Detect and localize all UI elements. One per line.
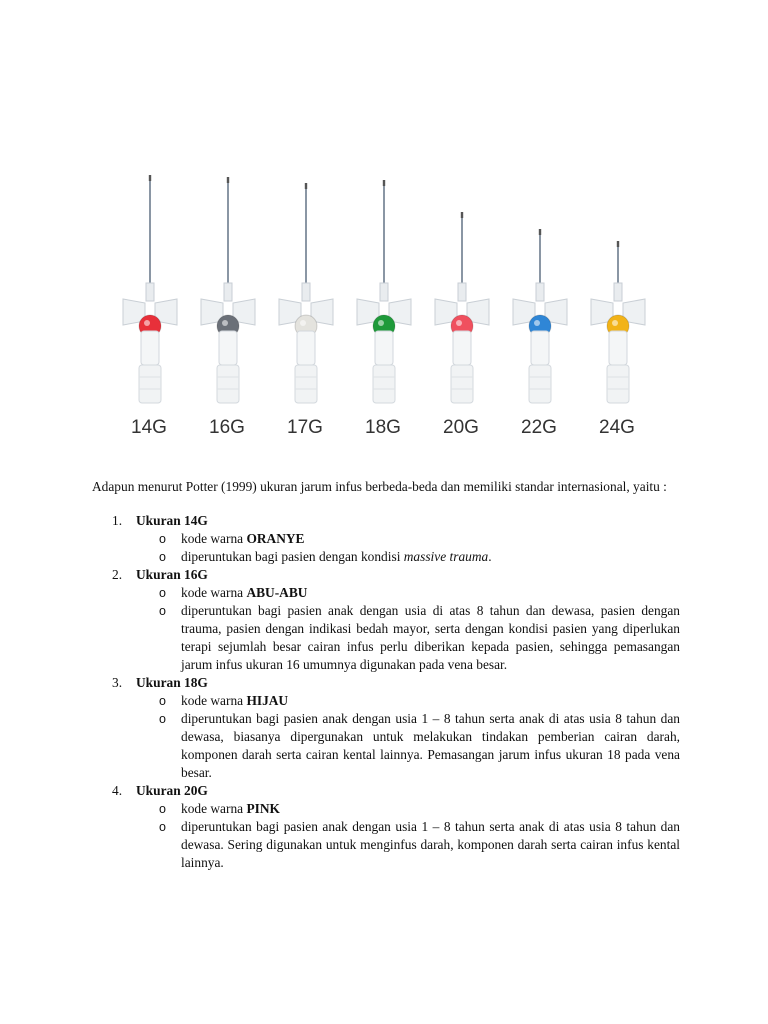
cannula-14g <box>110 165 188 450</box>
color-code-bullet <box>88 530 680 548</box>
description-suffix: . <box>488 549 492 564</box>
cannula-illustration <box>110 165 188 415</box>
cannula-illustration <box>344 165 422 415</box>
cannula-18g <box>344 165 422 450</box>
description-text: diperuntukan bagi pasien anak dengan usia di atas 8 tahun dan dewasa, pasien dengan trauma, pasien dengan indikasi bedah mayor, serta dengan kondisi pasien yang diperlukan terapi sejumlah besar cairan infus perlu diberikan kepada pasien, sehingga pemasangan jarum infus ukuran 16 umumnya digunakan pada vena besar. <box>181 603 680 672</box>
bullet-marker: o <box>159 586 166 600</box>
item-heading <box>88 512 680 530</box>
item-heading <box>88 782 680 800</box>
item-number: 4. <box>112 783 123 798</box>
cannula-illustration <box>188 165 266 415</box>
item-heading <box>88 566 680 584</box>
list-item-14g <box>88 512 680 566</box>
gauge-label: 17G <box>287 417 323 438</box>
description-bullet <box>88 710 680 782</box>
item-heading <box>88 674 680 692</box>
cannula-17g <box>266 165 344 450</box>
gauge-label: 20G <box>443 417 479 438</box>
iv-cannula-figure <box>110 165 655 450</box>
color-code-label: kode warna <box>181 801 247 816</box>
gauge-label: 18G <box>365 417 401 438</box>
description-text: diperuntukan bagi pasien anak dengan usia 1 – 8 tahun serta anak di atas usia 8 tahun dan dewasa. Sering digunakan untuk menginfus darah, komponen darah serta cairan infus kental lainnya. <box>181 819 680 870</box>
bullet-marker: o <box>159 802 166 816</box>
bullet-marker: o <box>159 604 166 618</box>
list-item-18g <box>88 674 680 782</box>
item-number: 3. <box>112 675 123 690</box>
cannula-16g <box>188 165 266 450</box>
cannula-22g <box>500 165 578 450</box>
color-code-bullet <box>88 800 680 818</box>
color-code-value: HIJAU <box>246 693 289 708</box>
item-title: Ukuran 20G <box>136 783 208 798</box>
description-bullet <box>88 548 680 566</box>
item-title: Ukuran 16G <box>136 567 208 582</box>
description-bullet <box>88 602 680 674</box>
description-text: diperuntukan bagi pasien anak dengan usia 1 – 8 tahun serta anak di atas usia 8 tahun dan dewasa, biasanya dipergunakan untuk melakukan tindakan pemberian cairan darah, komponen darah serta cairan kental lainnya. Pemasangan jarum infus ukuran 18 pada vena besar. <box>181 711 680 780</box>
cannula-illustration <box>266 165 344 415</box>
color-code-value: ABU-ABU <box>246 585 308 600</box>
color-code-value: ORANYE <box>246 531 305 546</box>
bullet-marker: o <box>159 550 166 564</box>
cannula-24g <box>578 165 656 450</box>
cannula-illustration <box>500 165 578 415</box>
color-code-bullet <box>88 584 680 602</box>
list-item-20g <box>88 782 680 872</box>
item-number: 2. <box>112 567 123 582</box>
bullet-marker: o <box>159 820 166 834</box>
description-bullet <box>88 818 680 872</box>
color-code-label: kode warna <box>181 531 247 546</box>
color-code-label: kode warna <box>181 585 247 600</box>
bullet-marker: o <box>159 712 166 726</box>
intro-paragraph: Adapun menurut Potter (1999) ukuran jarum infus berbeda-beda dan memiliki standar internasional, yaitu : <box>92 479 667 494</box>
description-italic: massive trauma <box>403 549 489 564</box>
cannula-20g <box>422 165 500 450</box>
gauge-label: 14G <box>131 417 167 438</box>
cannula-illustration <box>578 165 656 415</box>
list-item-16g <box>88 566 680 674</box>
color-code-value: PINK <box>246 801 280 816</box>
gauge-label: 16G <box>209 417 245 438</box>
color-code-bullet <box>88 692 680 710</box>
bullet-marker: o <box>159 532 166 546</box>
item-number: 1. <box>112 513 123 528</box>
bullet-marker: o <box>159 694 166 708</box>
gauge-label: 24G <box>599 417 635 438</box>
item-title: Ukuran 18G <box>136 675 208 690</box>
color-code-label: kode warna <box>181 693 247 708</box>
item-title: Ukuran 14G <box>136 513 208 528</box>
description-text: diperuntukan bagi pasien dengan kondisi <box>181 549 404 564</box>
cannula-illustration <box>422 165 500 415</box>
document-body <box>88 478 680 872</box>
gauge-label: 22G <box>521 417 557 438</box>
